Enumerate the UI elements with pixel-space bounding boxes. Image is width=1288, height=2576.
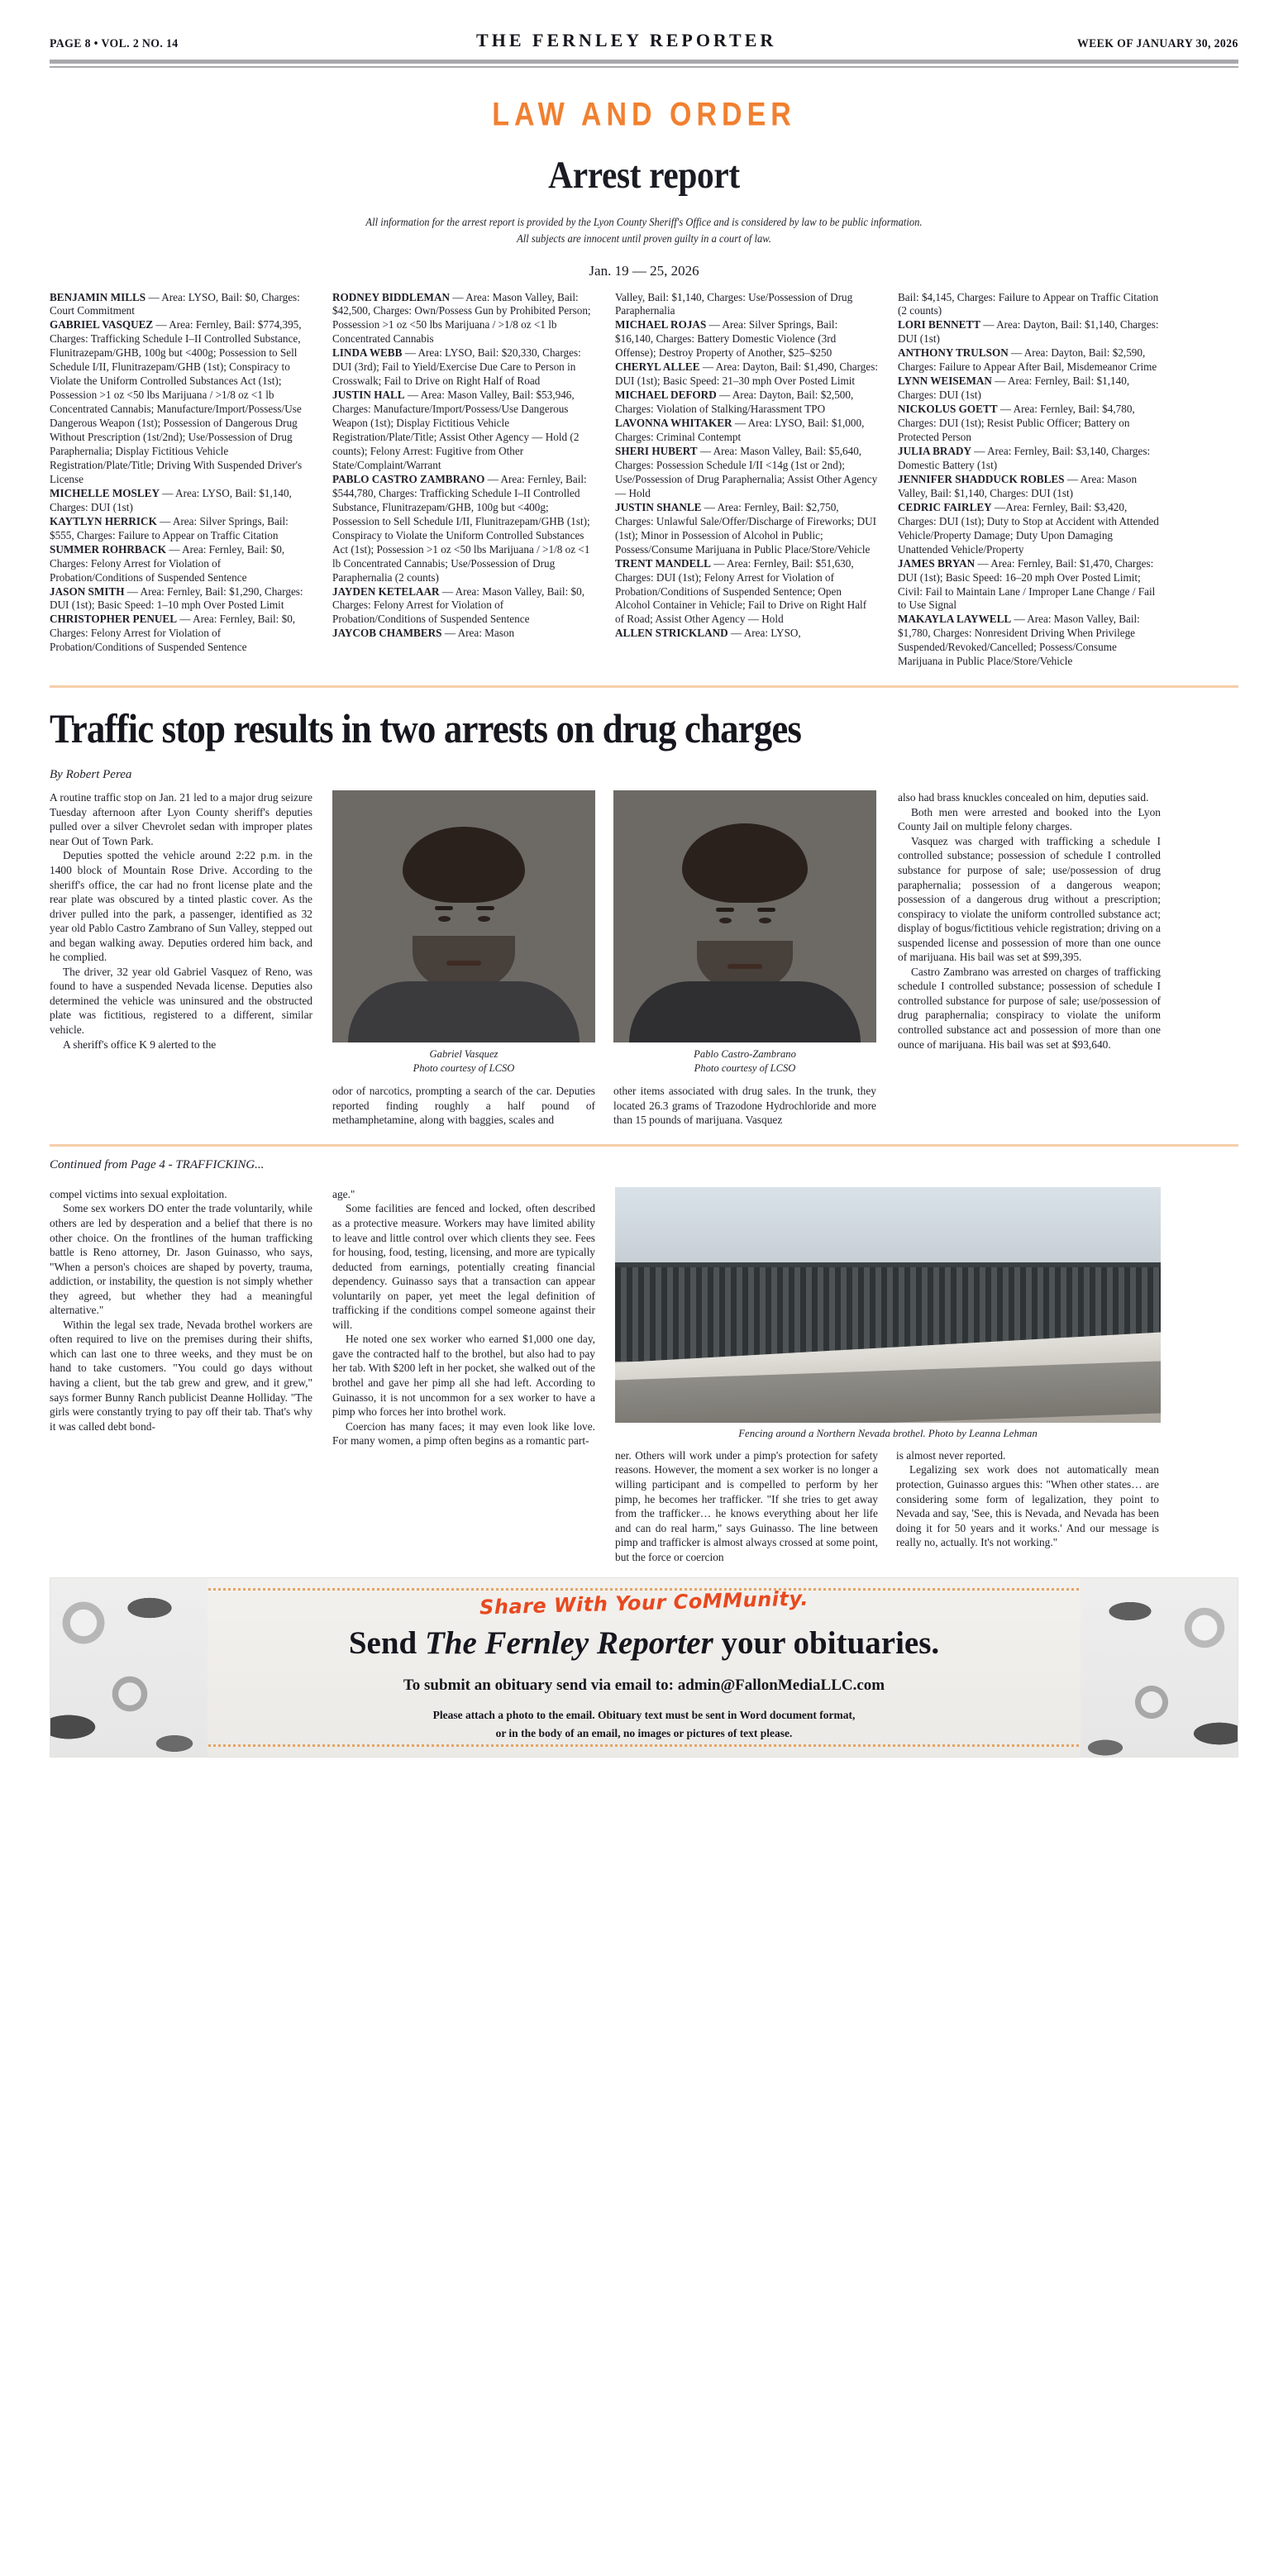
arrest-entry-name: MAKAYLA LAYWELL — [898, 613, 1012, 626]
mugshot-caption — [332, 1047, 595, 1076]
arrest-entry-detail: — Area: LYSO, Bail: $1,000, Charges: Criminal Contempt — [615, 417, 865, 444]
mugshot-name: Gabriel Vasquez — [429, 1048, 499, 1061]
arrest-entry-detail: — Area: Fernley, Bail: $1,470, Charges: DUI (1st); Basic Speed: 16–20 mph Over Posted Limit; Civil: Fail to Maintain Lane / Improper Lane Change / Fail to Use Signal — [898, 556, 1156, 612]
arrest-entry-name: RODNEY BIDDLEMAN — [332, 290, 451, 303]
arrest-entry-detail: — Area: Mason Valley, Bail: $1,140, Charges: DUI (1st) — [898, 472, 1138, 499]
arrest-entry — [332, 291, 595, 347]
arrest-entry-detail: —Area: Fernley, Bail: $3,420, Charges: DUI (1st); Duty to Stop at Accident with Attended Vehicle/Property Damage; Duty Upon Damaging Unattended Vehicle/Property — [898, 500, 1159, 556]
arrest-entry-name: PABLO CASTRO ZAMBRANO — [332, 472, 485, 485]
arrest-entry — [898, 501, 1161, 557]
arrest-column — [615, 291, 878, 670]
arrest-entry — [898, 557, 1161, 613]
arrest-entry-detail: — Area: Dayton, Bail: $2,500, Charges: Violation of Stalking/Harassment TPO — [615, 389, 854, 416]
mugshot-credit: Photo courtesy of LCSO — [694, 1062, 796, 1075]
ad-headline — [50, 1624, 1238, 1662]
feature-paragraph: A sheriff's office K 9 alerted to the — [63, 1038, 217, 1051]
arrest-entry-detail: — Area: Fernley, Bail: $4,780, Charges: DUI (1st); Resist Public Officer; Battery on Protected Person — [898, 403, 1135, 444]
arrest-entry — [898, 445, 1161, 473]
ad-headline-pre: Send — [348, 1625, 425, 1662]
eye-right — [478, 916, 490, 922]
arrest-entry-name: JULIA BRADY — [898, 444, 972, 457]
section-kicker: LAW AND ORDER — [492, 96, 796, 133]
arrest-entry-detail: — Area: Fernley, Bail: $51,630, Charges: DUI (1st); Felony Arrest for Violation of Probation/Conditions of Suspended Sentence; Open Alcohol Container in Vehicle; Fail to Drive on Right Half of Road; Assist Other Agency — Hold — [615, 556, 867, 626]
continued-paragraph: He noted one sex worker who earned $1,000 one day, gave the contracted half to the brothel, but also had to pay her tab. With $200 left in her pocket, she walked out of the brothel and gave her pimp all she had left. According to Guinasso, it is not uncommon for a sex worker to have a pimp who forces her into brothel work. — [332, 1333, 595, 1419]
arrest-entry-name: CEDRIC FAIRLEY — [898, 500, 992, 513]
page-title: Arrest report — [548, 154, 740, 197]
eye-left — [719, 918, 732, 923]
arrest-entry-detail: — Area: Fernley, Bail: $0, Charges: Felony Arrest for Violation of Probation/Conditions of Suspended Sentence — [50, 613, 296, 654]
arrest-entry — [615, 318, 878, 360]
arrest-column — [898, 291, 1161, 670]
arrest-entry-name: BENJAMIN MILLS — [50, 290, 146, 303]
arrest-entry-detail: — Area: LYSO, Bail: $1,140, Charges: DUI (1st) — [50, 486, 292, 513]
arrest-entry-name: SUMMER ROHRBACK — [50, 542, 167, 556]
arrest-entry — [332, 389, 595, 473]
arrest-entry-name: CHERYL ALLEE — [615, 360, 700, 374]
face-detail — [613, 790, 876, 1042]
arrest-entry — [332, 627, 595, 641]
arrest-entry-name: MICHELLE MOSLEY — [50, 486, 160, 499]
arrest-entry-detail: — Area: Fernley, Bail: $774,395, Charges: Trafficking Schedule I–II Controlled Substance, Flunitrazepam/GHB, 100g but <400g; Possession to Sell Schedule I/II, Flunitrazepam/GHB (1st); Conspiracy to Violate the Uniform Controlled Substances Act (1st); Possession >1 oz <50 lbs Marijuana / >1/8 oz <1 lb Concentrated Cannabis; Manufacture/Import/Possess/Use Dangerous Weapon (1st); Possession of Dangerous Drug Without Prescription (1st/2nd); Use/Possession of Drug Paraphernalia; Display Fictitious Vehicle Registration/Plate/Title; Driving With Suspended Driver's License — [50, 318, 303, 485]
arrest-entry — [898, 291, 1161, 319]
arrest-entry-name: CHRISTOPHER PENUEL — [50, 613, 178, 626]
arrest-entry-name: MICHAEL ROJAS — [615, 318, 707, 332]
arrest-entry-detail: — Area: Fernley, Bail: $0, Charges: Felony Arrest for Violation of Probation/Conditions of Suspended Sentence — [50, 542, 285, 584]
arrest-entry-detail: — Area: Mason Valley, Bail: $1,780, Charges: Nonresident Driving When Privilege Suspended/Revoked/Cancelled; Possess/Consume Marijuana in Public Place/Store/Vehicle — [898, 613, 1140, 668]
arrest-entry-detail: — Area: Fernley, Bail: $1,290, Charges: DUI (1st); Basic Speed: 1–10 mph Over Posted Limit — [50, 584, 303, 612]
ad-content — [50, 1578, 1238, 1742]
brow-left — [435, 906, 453, 910]
feature-column-2 — [332, 1084, 595, 1128]
ad-headline-publication: The Fernley Reporter — [424, 1625, 713, 1662]
brothel-fence-photo — [615, 1187, 1161, 1423]
arrest-entry-name: LORI BENNETT — [898, 318, 981, 332]
continued-column-3 — [615, 1448, 878, 1564]
arrest-entry-detail: Valley, Bail: $1,140, Charges: Use/Possession of Drug Paraphernalia — [615, 290, 853, 317]
feature-paragraph: other items associated with drug sales. In the trunk, they located 26.3 grams of Trazodone Hydrochloride and more than 15 pounds of marijuana. Vasquez — [613, 1085, 876, 1127]
continued-divider — [50, 1144, 1238, 1147]
ad-fine-print — [50, 1706, 1238, 1742]
feature-paragraph: Castro Zambrano was arrested on charges of trafficking schedule I controlled substance; possession of schedule I controlled substance for purpose of sale; use/possession of drug paraphernalia; conspiracy to violate the uniform controlled substance act and possession of more than one ounce of marijuana. His bail was set at $93,640. — [898, 965, 1161, 1051]
arrest-entry — [898, 613, 1161, 669]
continued-column-1 — [50, 1187, 312, 1564]
arrest-entry-name: LINDA WEBB — [332, 346, 403, 360]
arrest-entry — [615, 445, 878, 501]
continued-paragraph: Legalizing sex work does not automatically mean protection, Guinasso argues this: "When other states… are considering some form of legalization, they point to Nevada and say, 'See, this is Nevada, and Nevada has been doing it for 50 years and it works.' And our message is really no, actually. It's not working." — [896, 1463, 1159, 1549]
arrest-entry — [898, 473, 1161, 501]
arrest-entry — [50, 543, 312, 585]
masthead-publication-title: THE FERNLEY REPORTER — [476, 30, 777, 50]
ad-script-tagline: Share With Your CoMMunity. — [479, 1586, 809, 1620]
arrest-entry-detail: — Area: Dayton, Bail: $1,140, Charges: DUI (1st) — [898, 318, 1159, 346]
disclaimer-line-2: All subjects are innocent until proven guilty in a court of law. — [517, 232, 771, 246]
continued-paragraph: compel victims into sexual exploitation. — [50, 1187, 227, 1200]
arrest-entry — [50, 613, 312, 655]
feature-paragraph: Both men were arrested and booked into the Lyon County Jail on multiple felony charges. — [898, 805, 1161, 833]
arrest-report-columns — [50, 291, 1238, 670]
masthead — [50, 0, 1238, 51]
arrest-entry-name: JAYDEN KETELAAR — [332, 584, 440, 598]
arrest-entry-detail: — Area: Dayton, Bail: $1,490, Charges: DUI (1st); Basic Speed: 21–30 mph Over Posted Limit — [615, 360, 879, 388]
arrest-entry-detail: — Area: Fernley, Bail: $544,780, Charges: Trafficking Schedule I–II Controlled Substance, Flunitrazepam/GHB, 100g but <400g; Possession to Sell Schedule I/II, Flunitrazepam/GHB (1st); Conspiracy to Violate the Uniform Controlled Substances Act (1st); Possession >1 oz <50 lbs Marijuana / >1/8 oz <1 lb Concentrated Cannabis; Use/Possession of Drug Paraphernalia (2 counts) — [332, 472, 590, 584]
arrest-entry-name: LYNN WEISEMAN — [898, 374, 992, 388]
feature-column-3 — [613, 1084, 876, 1128]
arrest-entry-detail: — Area: Fernley, Bail: $3,140, Charges: Domestic Battery (1st) — [898, 444, 1151, 471]
obituary-advertisement[interactable] — [50, 1577, 1238, 1758]
arrest-entry — [615, 291, 878, 319]
arrest-entry-detail: — Area: Mason Valley, Bail: $0, Charges: Felony Arrest for Violation of Probation/Conditions of Suspended Sentence — [332, 584, 585, 626]
ad-fine-line-1: Please attach a photo to the email. Obituary text must be sent in Word document format, — [432, 1709, 856, 1722]
hair-shape — [403, 827, 525, 903]
arrest-entry — [898, 403, 1161, 445]
face-detail — [332, 790, 595, 1042]
arrest-entry — [332, 473, 595, 585]
arrest-entry — [332, 585, 595, 627]
arrest-entry-name: SHERI HUBERT — [615, 444, 698, 457]
arrest-entry-name: KAYTLYN HERRICK — [50, 514, 157, 527]
continued-paragraph: Some sex workers DO enter the trade voluntarily, while others are led by desperation and a belief that there is no other choice. On the frontlines of the human trafficking battle is Reno attorney, Dr. Jason Guinasso, who says, "When a person's choices are shaped by poverty, trauma, addiction, or instability, the question is not simply whether they agreed, but whether they had a meaningful alternative." — [50, 1202, 312, 1317]
feature-mugshot-block — [332, 790, 878, 1128]
disclaimer-line-1: All information for the arrest report is provided by the Lyon County Sheriff's Office and is considered by law to be public information. — [365, 216, 923, 228]
arrest-entry — [50, 291, 312, 319]
arrest-entry — [50, 585, 312, 613]
mugshot-pablo-castro-zambrano — [613, 790, 876, 1076]
feature-paragraph: Deputies spotted the vehicle around 2:22 p.m. in the 1400 block of Mountain Rose Drive. According to the sheriff's office, the car had no front license plate and the rear plate was obscured by a tinted plastic cover. As the driver pulled into the park, a passenger, identified as 32 year old Pablo Castro Zambrano of Sun Valley, stepped out and began walking away. Deputies ordered him back, and he complied. — [50, 849, 312, 964]
mugshot-name: Pablo Castro-Zambrano — [694, 1048, 796, 1061]
arrest-entry-name: MICHAEL DEFORD — [615, 389, 717, 402]
feature-byline: By Robert Perea — [50, 768, 132, 782]
arrest-entry-name: JENNIFER SHADDUCK ROBLES — [898, 472, 1065, 485]
arrest-entry-detail: — Area: Fernley, Bail: $2,750, Charges: Unlawful Sale/Offer/Discharge of Fireworks; DUI (1st); Minor in Possession of Alcohol in Public; Possess/Consume Marijuana in Public Place/Store/Vehicle — [615, 500, 877, 556]
continued-paragraph: ner. Others will work under a pimp's protection for safety reasons. However, the moment a sex worker is no longer a willing participant and is compelled to perform by her pimp, he becomes her trafficker. "If she tries to get away from the trafficker… he knows everything about her life and can do real harm," says Guinasso. The line between pimp and trafficker is almost always crossed at some point, but the force or coercion — [615, 1448, 878, 1563]
arrest-entry-detail: — Area: Mason Valley, Bail: $42,500, Charges: Own/Possess Gun by Prohibited Person; Possession >1 oz <50 lbs Marijuana / >1/8 oz <1 lb Concentrated Cannabis — [332, 290, 591, 346]
arrest-entry-name: JUSTIN SHANLE — [615, 500, 702, 513]
arrest-entry-name: JAMES BRYAN — [898, 556, 976, 570]
eye-left — [438, 916, 451, 922]
arrest-entry — [898, 318, 1161, 346]
arrest-entry — [615, 627, 878, 641]
ad-fine-line-2: or in the body of an email, no images or pictures of text please. — [495, 1726, 793, 1739]
arrest-date-range: Jan. 19 — 25, 2026 — [589, 262, 699, 279]
arrest-entry-detail: — Area: Silver Springs, Bail: $555, Charges: Failure to Appear on Traffic Citation — [50, 514, 289, 541]
arrest-entry — [615, 417, 878, 445]
eye-right — [759, 918, 771, 923]
arrest-column — [332, 291, 595, 670]
arrest-entry — [615, 389, 878, 417]
arrest-entry — [615, 360, 878, 389]
continued-paragraph: Within the legal sex trade, Nevada brothel workers are often required to live on the premises during their shifts, which can last one to three weeks, and they must be on hand to take customers. "You could go days without having a client, but the tab grew and grew, and it grew," says former Bunny Ranch publicist Deanne Holliday. "The girls were constantly trying to pay off their tab. That's why it was called debt bond- — [50, 1318, 312, 1433]
brothel-photo-caption: Fencing around a Northern Nevada brothel. Photo by Leanna Lehman — [738, 1427, 1038, 1439]
feature-column-1 — [50, 790, 312, 1128]
arrest-entry-name: NICKOLUS GOETT — [898, 403, 998, 416]
mugshot-caption — [613, 1047, 876, 1076]
mugshot-photo — [613, 790, 876, 1042]
shoulders-shape — [348, 981, 580, 1042]
hair-shape — [682, 823, 808, 903]
masthead-rule-thin — [50, 66, 1238, 68]
masthead-issue-date: WEEK OF JANUARY 30, 2026 — [1077, 37, 1238, 50]
mugshot-credit: Photo courtesy of LCSO — [413, 1062, 515, 1075]
arrest-entry-name: JASON SMITH — [50, 584, 125, 598]
feature-paragraph: also had brass knuckles concealed on him, deputies said. — [898, 791, 1149, 804]
feature-headline: Traffic stop results in two arrests on drug charges — [50, 705, 802, 752]
arrest-entry — [615, 501, 878, 557]
shoulders-shape — [629, 981, 861, 1042]
arrest-entry — [898, 374, 1161, 403]
continued-column-2 — [332, 1187, 595, 1564]
arrest-entry-detail: Bail: $4,145, Charges: Failure to Appear on Traffic Citation (2 counts) — [898, 290, 1159, 317]
arrest-entry-name: ANTHONY TRULSON — [898, 346, 1009, 360]
arrest-entry-name: GABRIEL VASQUEZ — [50, 318, 154, 332]
mugshot-photo — [332, 790, 595, 1042]
brow-right — [476, 906, 494, 910]
continued-paragraph: is almost never reported. — [896, 1448, 1006, 1462]
arrest-entry-name: JUSTIN HALL — [332, 389, 405, 402]
arrest-entry — [615, 557, 878, 627]
arrest-entry — [50, 487, 312, 515]
mugshot-row — [332, 790, 878, 1076]
feature-body — [50, 790, 1238, 1128]
continued-paragraph: Some facilities are fenced and locked, often described as a protective measure. Workers may have limited ability to leave and little control over which clients they see. Fees for housing, food, testing, licensing, and more are typically deducted from earnings, potentially creating financial dependency. Guinasso says that a transaction can appear voluntarily on paper, yet meet the legal definition of trafficking if the conditions compel someone against their will. — [332, 1202, 595, 1331]
arrest-entry — [898, 346, 1161, 374]
ad-email-instruction[interactable]: To submit an obituary send via email to: admin@FallonMediaLLC.com — [403, 1677, 885, 1695]
continued-lower-columns — [615, 1448, 1161, 1564]
section-divider — [50, 685, 1238, 688]
arrest-entry-detail: — Area: Fernley, Bail: $1,140, Charges: DUI (1st) — [898, 374, 1130, 402]
arrest-entry-detail: — Area: LYSO, — [727, 627, 801, 640]
feature-paragraph: The driver, 32 year old Gabriel Vasquez of Reno, was found to have a suspended Nevada license. Deputies also determined the vehicle was uninsured and the obstructed plate was fictitious, registered to a different, similar vehicle. — [50, 965, 312, 1036]
arrest-entry-detail: — Area: LYSO, Bail: $20,330, Charges: DUI (3rd); Fail to Yield/Exercise Due Care to Person in Crosswalk; Fail to Drive on Right Half of Road — [332, 346, 581, 388]
arrest-entry — [50, 318, 312, 486]
arrest-entry — [332, 346, 595, 389]
ad-headline-post: your obituaries. — [713, 1625, 940, 1662]
continued-paragraph: Coercion has many faces; it may even look like love. For many women, a pimp often begins as a romantic part- — [332, 1419, 595, 1448]
brow-left — [716, 908, 734, 912]
arrest-entry-name: ALLEN STRICKLAND — [615, 627, 728, 640]
mugshot-gabriel-vasquez — [332, 790, 595, 1076]
arrest-entry-detail: — Area: Mason Valley, Bail: $53,946, Charges: Manufacture/Import/Possess/Use Dangerous Weapon (1st); Display Fictitious Vehicle Registration/Plate/Title; Assist Other Agency — Hold (2 counts); Felony Arrest: Fugitive from Other State/Complaint/Warrant — [332, 389, 580, 471]
continued-paragraph: age." — [332, 1187, 355, 1200]
masthead-page-volume: PAGE 8 • VOL. 2 NO. 14 — [50, 37, 179, 50]
continued-section — [50, 1158, 1238, 1564]
arrest-disclaimer — [91, 214, 1196, 248]
continued-from-label: Continued from Page 4 - TRAFFICKING... — [50, 1157, 265, 1171]
photo-sky — [615, 1187, 1161, 1267]
arrest-entry-detail: — Area: Dayton, Bail: $2,590, Charges: Failure to Appear After Bail, Misdemeanor Crime — [898, 346, 1157, 374]
feature-column-4 — [898, 790, 1161, 1128]
feature-paragraph: A routine traffic stop on Jan. 21 led to a major drug seizure Tuesday afternoon after Lyon County sheriff's deputies pulled over a silver Chevrolet sedan with improper plates near Out of Town Park. — [50, 791, 312, 847]
arrest-entry-detail: — Area: Silver Springs, Bail: $16,140, Charges: Battery Domestic Violence (3rd Offense); Destroy Property of Another, $25–$250 — [615, 318, 838, 360]
masthead-rule-thick — [50, 60, 1238, 64]
arrest-entry-detail: — Area: Mason — [441, 627, 515, 640]
continued-column-4 — [896, 1448, 1159, 1564]
arrest-entry-name: TRENT MANDELL — [615, 556, 711, 570]
arrest-entry — [50, 515, 312, 543]
continued-body — [50, 1187, 1238, 1564]
continued-photo-block — [615, 1187, 1161, 1564]
arrest-column — [50, 291, 312, 670]
brow-right — [757, 908, 775, 912]
feature-paragraph: Vasquez was charged with trafficking a schedule I controlled substance; possession of schedule I controlled substance for purpose of sale; use/possession of drug paraphernalia; possession of a dangerous weapon; possession of a dangerous drug without a prescription; conspiracy to violate the uniform controlled substance act; display of bogus/fictitious vehicle registration; driving on a suspended license and possession of more than one ounce of marijuana. His bail was set at $99,395. — [898, 834, 1161, 964]
feature-paragraph: odor of narcotics, prompting a search of the car. Deputies reported finding roughly a half pound of methamphetamine, along with baggies, scales and — [332, 1085, 595, 1127]
arrest-entry-detail: — Area: Mason Valley, Bail: $5,640, Charges: Possession Schedule I/II <14g (1st or 2nd); Use/Possession of Drug Paraphernalia; Assist Other Agency — Hold — [615, 444, 878, 499]
arrest-entry-name: JAYCOB CHAMBERS — [332, 627, 442, 640]
feature-mid-columns — [332, 1084, 878, 1128]
arrest-entry-detail: — Area: LYSO, Bail: $0, Charges: Court Commitment — [50, 290, 300, 317]
arrest-entry-name: LAVONNA WHITAKER — [615, 417, 732, 430]
